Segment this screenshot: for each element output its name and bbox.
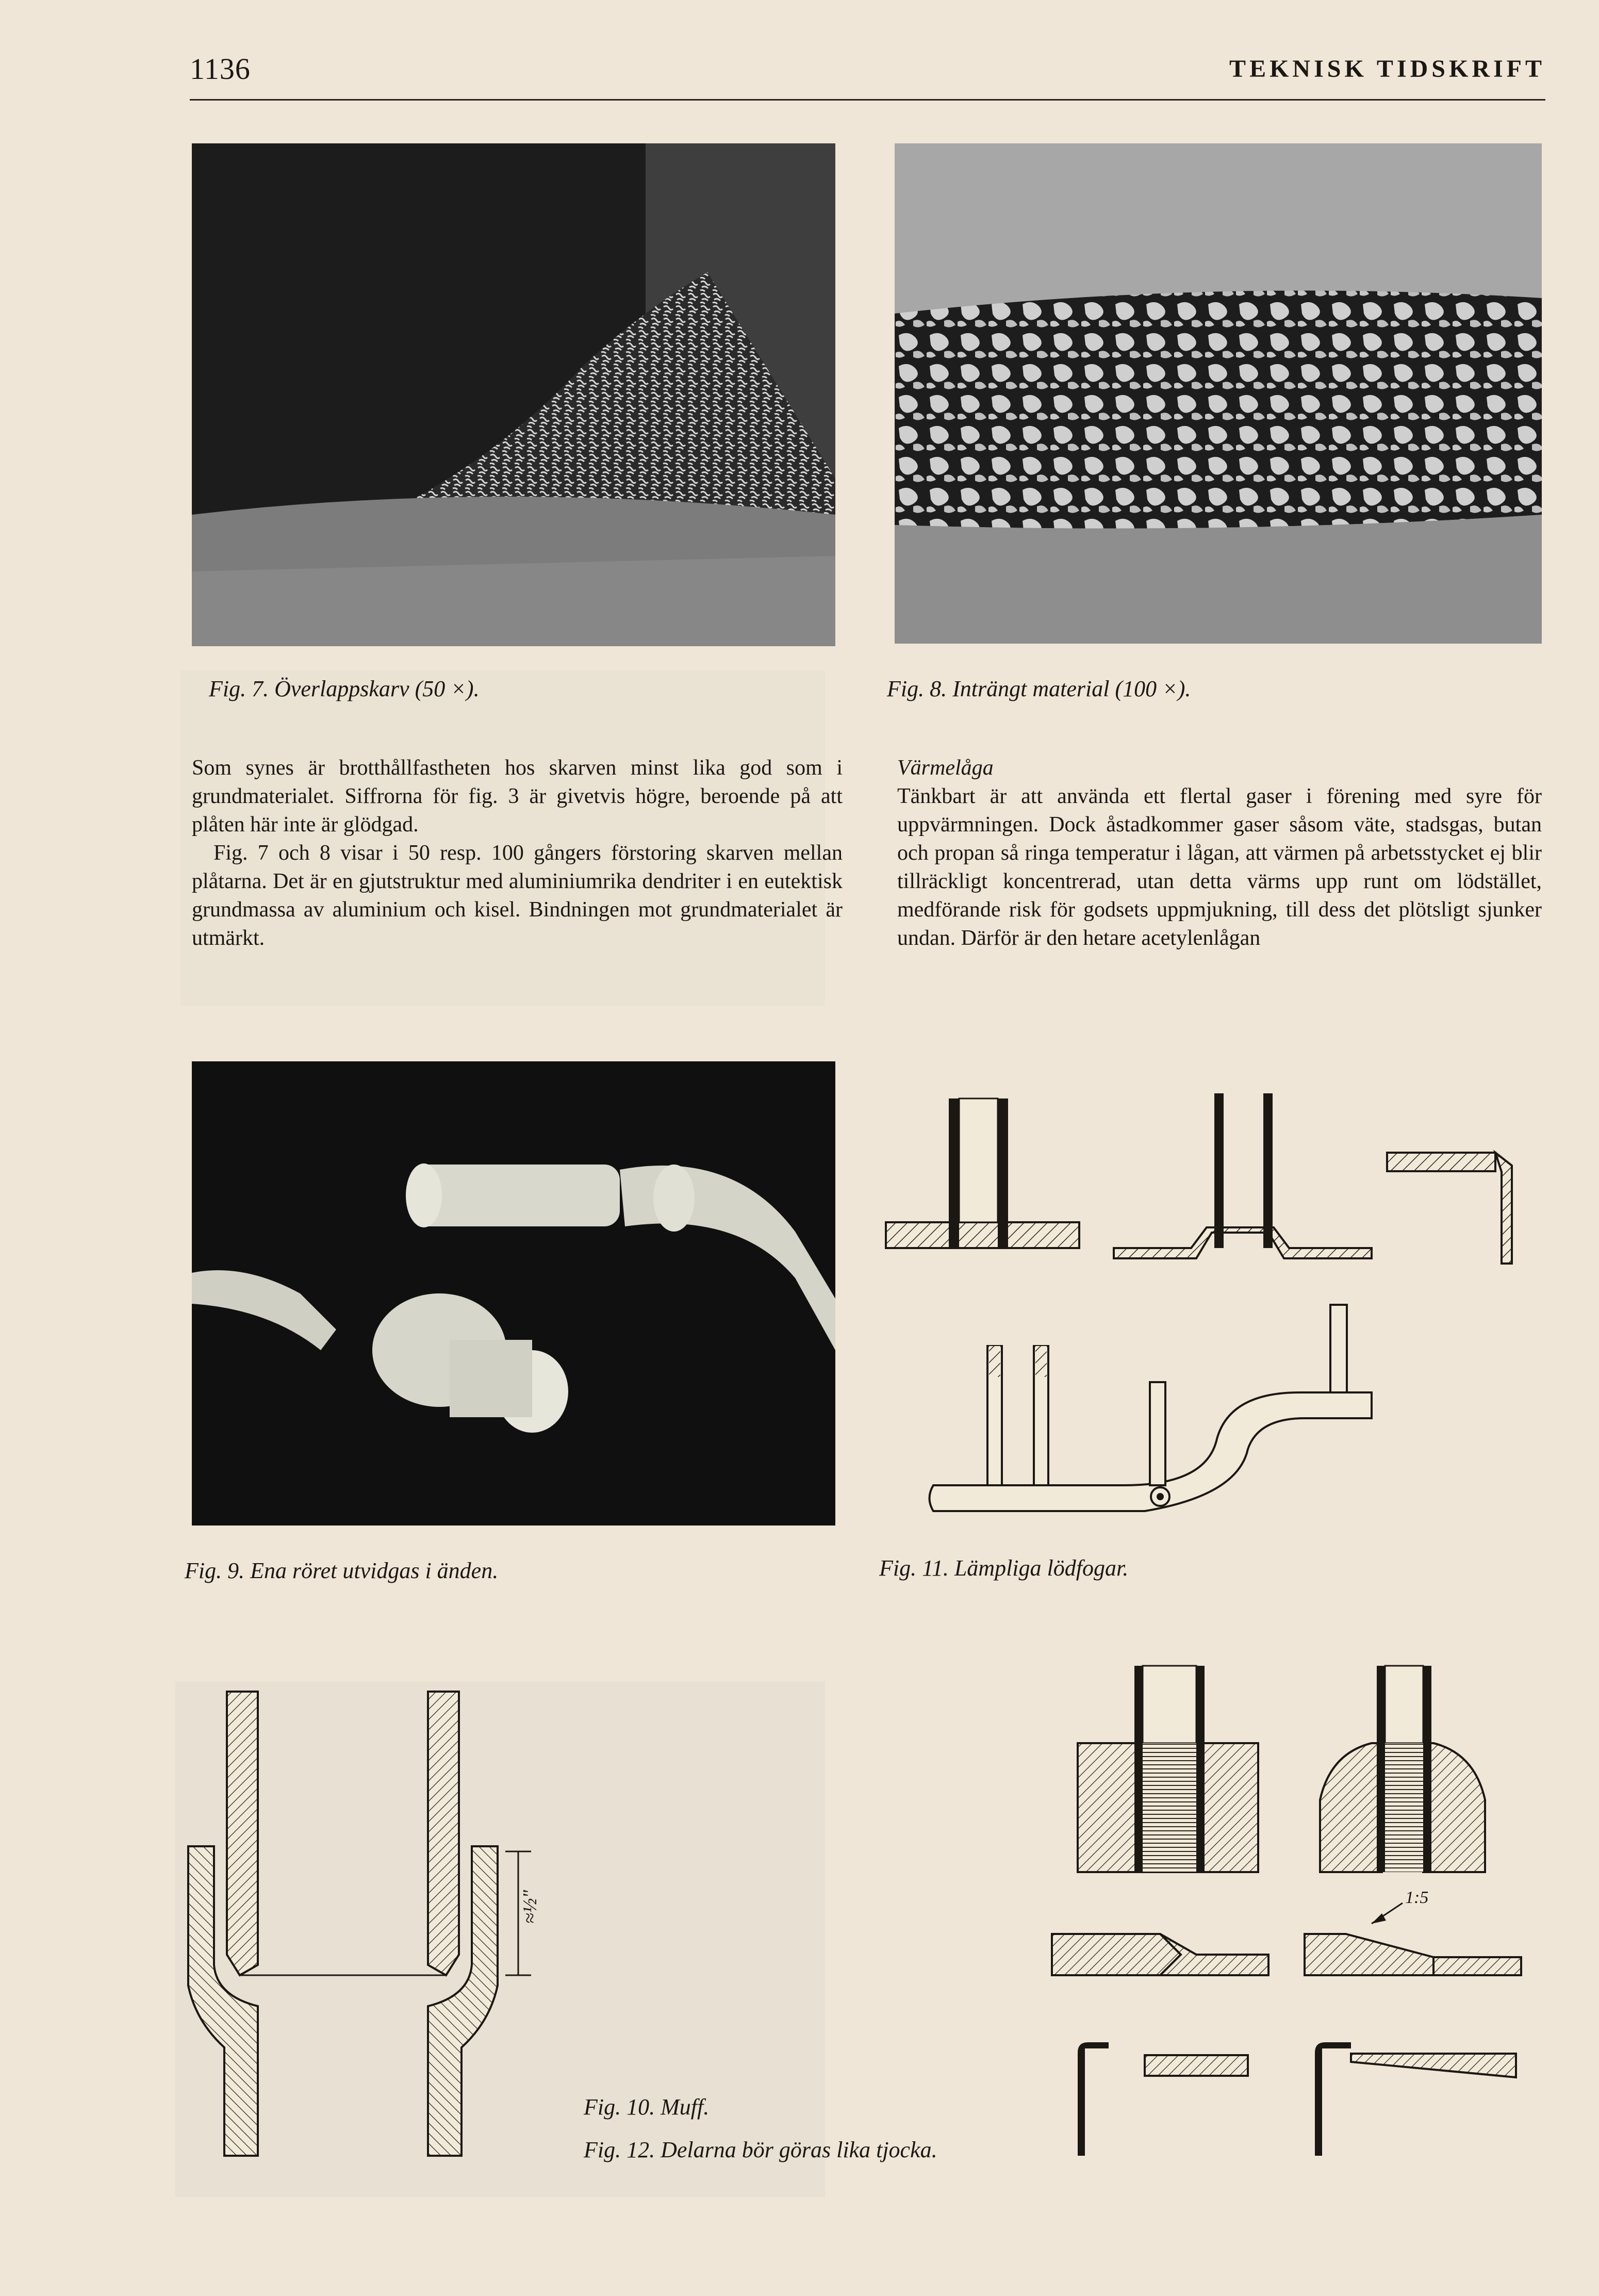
fig8-micrograph: [895, 143, 1542, 644]
page-number: 1136: [190, 52, 251, 86]
fig10-caption: Fig. 10. Muff.: [584, 2094, 710, 2120]
fig9-photo: [192, 1061, 835, 1526]
section-heading: Värmelåga: [897, 756, 994, 780]
fig12-caption: Fig. 12. Delarna bör göras lika tjocka.: [584, 2137, 937, 2162]
journal-title: TEKNISK TIDSKRIFT: [1229, 55, 1545, 83]
paragraph: Tänkbart är att använda ett flertal gaser i förening med syre för uppvärmningen. Dock åstadkommer gaser såsom väte, stadsgas, butan och propan så ringa temperatur i lågan, att värmen på arbetsstycket ej blir tillräckligt koncentrerad, utan detta värms upp runt om lödstället, medförande risk för godsets uppmjukning, till dess det plötsligt sjunker undan. Därför är den hetare acetylenlågan: [897, 784, 1542, 950]
fig12-ratio-label: 1:5: [1405, 1888, 1429, 1907]
paragraph: Fig. 7 och 8 visar i 50 resp. 100 gångers förstoring skarven mellan plåtarna. Det är en gjutstruktur med aluminiumrika dendriter i en eutektisk grundmassa av aluminium och kisel. Bindningen mot grundmaterialet är utmärkt.: [192, 841, 843, 950]
fig11-caption: Fig. 11. Lämpliga lödfogar.: [879, 1555, 1129, 1581]
right-column-text: [897, 782, 1542, 953]
left-column-text: [192, 754, 843, 953]
fig7-micrograph: [192, 143, 835, 646]
fig10-drawing: [186, 1686, 578, 2161]
fig12-drawing: [1042, 1661, 1531, 2161]
fig7-caption: Fig. 7. Överlappskarv (50 ×).: [209, 676, 480, 701]
fig8-caption: Fig. 8. Inträngt material (100 ×).: [887, 676, 1191, 701]
fig10-dimension-label: ≈½": [519, 1890, 541, 1924]
paragraph: Som synes är brotthållfastheten hos skarven minst lika god som i grundmaterialet. Siffrorna för fig. 3 är givetvis högre, beroende på att plåten här inte är glödgad.: [192, 756, 843, 837]
header-rule: [190, 99, 1545, 101]
fig9-caption: Fig. 9. Ena röret utvidgas i änden.: [185, 1558, 499, 1583]
fig11-drawing: [877, 1078, 1547, 1532]
